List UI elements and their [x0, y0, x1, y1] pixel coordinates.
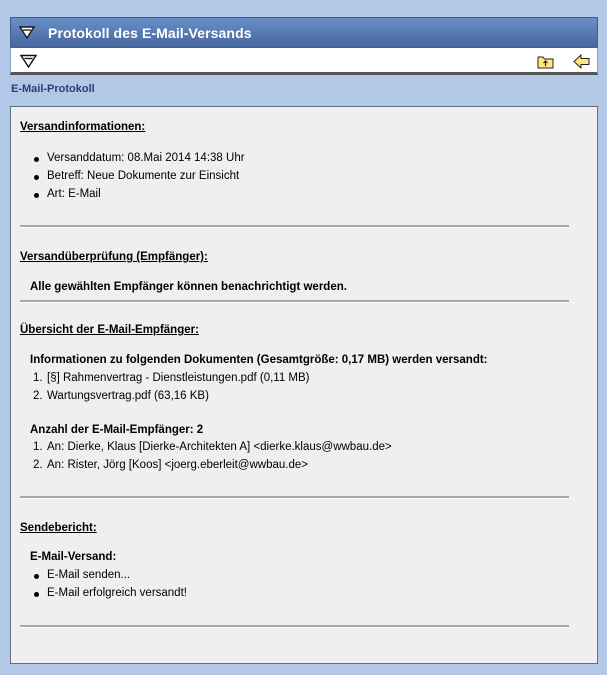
- window-title: Protokoll des E-Mail-Versands: [48, 24, 252, 41]
- list-item: 2. An: Rister, Jörg [Koos] <joerg.eberleit@wwbau.de>: [33, 459, 308, 471]
- pruefung-heading: Versandüberprüfung (Empfänger):: [20, 251, 208, 263]
- pruefung-text: Alle gewählten Empfänger können benachrichtigt werden.: [30, 281, 347, 293]
- folder-up-icon[interactable]: [536, 53, 554, 69]
- divider: [20, 625, 569, 628]
- recipients-label: Anzahl der E-Mail-Empfänger: 2: [30, 424, 204, 436]
- section-header: E-Mail-Protokoll: [11, 83, 95, 95]
- uebersicht-heading: Übersicht der E-Mail-Empfänger:: [20, 324, 199, 336]
- list-item: E-Mail erfolgreich versandt!: [47, 587, 187, 599]
- dropdown-menu-icon[interactable]: [19, 53, 37, 69]
- list-item: Art: E-Mail: [47, 188, 101, 200]
- protocol-panel: [10, 106, 598, 664]
- bericht-sub: E-Mail-Versand:: [30, 551, 117, 563]
- versandinfo-heading: Versandinformationen:: [20, 121, 146, 133]
- back-arrow-icon[interactable]: [572, 53, 590, 69]
- list-item: 1. [§] Rahmenvertrag - Dienstleistungen.pdf (0,11 MB): [33, 372, 310, 384]
- divider: [20, 496, 569, 499]
- list-item: Versanddatum: 08.Mai 2014 14:38 Uhr: [47, 152, 245, 164]
- divider: [20, 225, 569, 228]
- divider: [20, 300, 569, 303]
- dropdown-menu-icon[interactable]: [19, 26, 35, 40]
- docs-label: Informationen zu folgenden Dokumenten (Gesamtgröße: 0,17 MB) werden versandt:: [30, 354, 488, 366]
- list-item: Betreff: Neue Dokumente zur Einsicht: [47, 170, 240, 182]
- list-item: 1. An: Dierke, Klaus [Dierke-Architekten A] <dierke.klaus@wwbau.de>: [33, 441, 392, 453]
- toolbar: [10, 48, 598, 75]
- title-bar: [10, 17, 598, 48]
- list-item: 2. Wartungsvertrag.pdf (63,16 KB): [33, 390, 209, 402]
- bericht-heading: Sendebericht:: [20, 522, 97, 534]
- list-item: E-Mail senden...: [47, 569, 131, 581]
